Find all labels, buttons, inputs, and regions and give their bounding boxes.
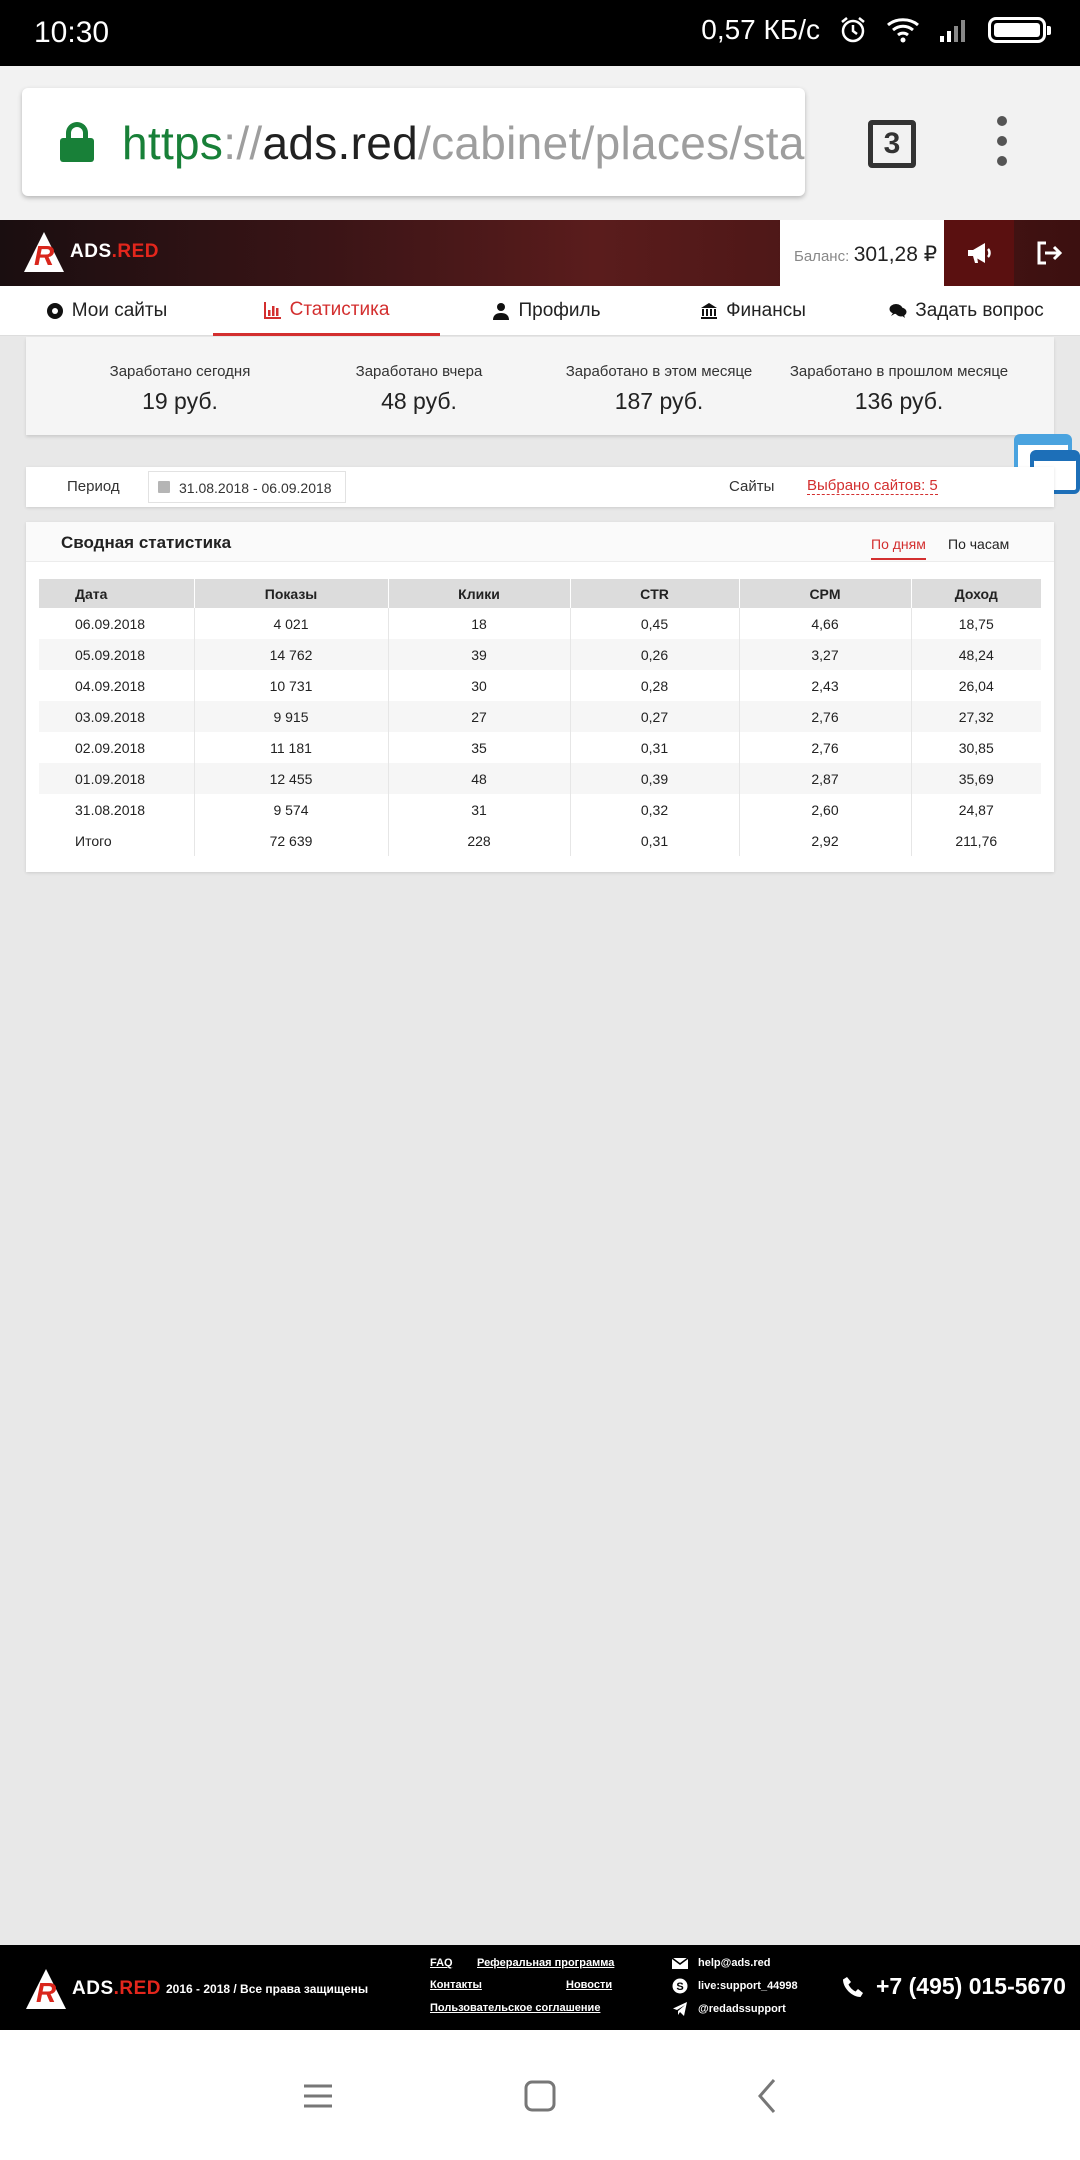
- tab-by-days[interactable]: По дням: [871, 536, 926, 560]
- skype-icon: [672, 1978, 688, 1994]
- stats-title: Сводная статистика: [61, 533, 232, 552]
- cell: 31.08.2018: [39, 794, 194, 825]
- phone-contact[interactable]: +7 (495) 015-5670: [842, 1973, 1066, 2000]
- column-header[interactable]: Показы: [194, 579, 388, 608]
- back-button[interactable]: [740, 2068, 796, 2124]
- cell: 18,75: [958, 615, 994, 632]
- cell: 9 574: [194, 794, 388, 825]
- cell: 72 639: [194, 825, 388, 856]
- cell: 0,28: [570, 670, 739, 701]
- status-icons: [701, 14, 1046, 46]
- cell: 2,92: [739, 825, 911, 856]
- cell: 3,27: [739, 639, 911, 670]
- browser-menu-icon[interactable]: [996, 116, 1008, 168]
- user-icon: [492, 302, 510, 320]
- nav-ask-question[interactable]: Задать вопрос: [853, 286, 1080, 336]
- telegram-icon: [672, 2001, 688, 2017]
- cell: 2,76: [739, 701, 911, 732]
- megaphone-icon: [965, 239, 993, 267]
- cell: 14 762: [194, 639, 388, 670]
- cell: 39: [388, 639, 570, 670]
- cell: 04.09.2018: [39, 670, 194, 701]
- cell: 0,32: [570, 794, 739, 825]
- cell: 2,87: [739, 763, 911, 794]
- column-header[interactable]: Клики: [388, 579, 570, 608]
- nav-profile[interactable]: Профиль: [440, 286, 653, 336]
- status-bar: [0, 0, 1080, 66]
- phone-icon: [842, 1976, 864, 1998]
- sites-selector[interactable]: Выбрано сайтов: 5: [807, 477, 938, 494]
- bar-chart-icon: [264, 301, 282, 319]
- cell: Итого: [39, 825, 194, 856]
- chevron-left-icon: [748, 2076, 788, 2116]
- balance-label: Баланс:: [794, 248, 850, 265]
- column-header[interactable]: Доход: [911, 579, 1041, 608]
- nav-statistics[interactable]: Статистика: [213, 286, 440, 336]
- cell: 0,26: [570, 639, 739, 670]
- cell: 35: [388, 732, 570, 763]
- logo-mark-icon: R: [26, 1967, 66, 2011]
- cell: 2,76: [739, 732, 911, 763]
- column-header[interactable]: CTR: [570, 579, 739, 608]
- logo-mark-icon: R: [24, 230, 64, 274]
- table-row: [39, 639, 1041, 670]
- cell: 48,24: [911, 639, 1041, 670]
- cell: 06.09.2018: [39, 608, 194, 639]
- column-header[interactable]: CPM: [739, 579, 911, 608]
- lock-icon[interactable]: [60, 122, 94, 162]
- table-header-row: [39, 579, 1041, 608]
- earned-today: Заработано сегодня 19 руб.: [109, 363, 251, 414]
- cell: 0,45: [570, 608, 739, 639]
- nav-my-sites[interactable]: Мои сайты: [0, 286, 213, 336]
- earned-yesterday: Заработано вчера 48 руб.: [355, 363, 483, 414]
- recent-apps-button[interactable]: [290, 2068, 346, 2124]
- cell: 27: [388, 701, 570, 732]
- email-contact[interactable]: help@ads.red: [672, 1955, 770, 1971]
- alarm-icon: [838, 15, 868, 45]
- cell: 0,27: [570, 701, 739, 732]
- filter-bar: [26, 467, 1054, 507]
- cell: 4,66: [739, 608, 911, 639]
- cell: 27,32: [911, 701, 1041, 732]
- cell: 24,87: [958, 801, 994, 818]
- cell: 12 455: [194, 763, 388, 794]
- column-header[interactable]: Дата: [39, 579, 194, 608]
- wifi-icon: [886, 16, 920, 44]
- cell: 26,04: [958, 677, 994, 694]
- skype-contact[interactable]: S live:support_44998: [672, 1978, 798, 1994]
- period-label: Период: [67, 478, 120, 495]
- faq-link[interactable]: FAQ: [430, 1957, 453, 1969]
- copyright: 2016 - 2018 / Все права защищены: [166, 1982, 369, 1996]
- cell: 18: [388, 608, 570, 639]
- cell: 211,76: [955, 832, 998, 849]
- cell: 2,60: [739, 794, 911, 825]
- browser-toolbar: [0, 66, 1080, 220]
- cell: 10 731: [194, 670, 388, 701]
- sites-label: Сайты: [729, 478, 775, 495]
- url-text[interactable]: https://ads.red/cabinet/places/sta: [122, 117, 805, 169]
- user-agreement-link[interactable]: Пользовательское соглашение: [430, 2002, 601, 2014]
- tab-by-hours[interactable]: По часам: [948, 536, 1010, 552]
- comments-icon: [889, 302, 907, 320]
- dot-circle-icon: [46, 302, 64, 320]
- announcements-button[interactable]: [944, 220, 1014, 286]
- clock: 10:30: [34, 16, 110, 49]
- cell: 11 181: [194, 732, 388, 763]
- menu-lines-icon: [298, 2076, 338, 2116]
- site-header: [0, 220, 1080, 286]
- bank-icon: [700, 302, 718, 320]
- square-icon: [520, 2076, 560, 2116]
- cell: 0,31: [570, 732, 739, 763]
- summary-stats-card: [26, 522, 1054, 872]
- cell: 31: [388, 794, 570, 825]
- table-row: [39, 794, 1041, 825]
- earnings-summary: [26, 337, 1054, 435]
- cell: 30,85: [958, 739, 994, 756]
- cell: 0,39: [570, 763, 739, 794]
- news-link[interactable]: Новости: [566, 1979, 613, 1991]
- system-nav-bar: [0, 2030, 1080, 2160]
- table-row: [39, 701, 1041, 732]
- cell: 05.09.2018: [39, 639, 194, 670]
- site-footer: [0, 1945, 1080, 2030]
- logout-icon: [1035, 239, 1063, 267]
- stats-card-header: [26, 522, 1054, 562]
- envelope-icon: [672, 1955, 688, 1971]
- table-row: [39, 763, 1041, 794]
- table-total-row: [39, 825, 1041, 856]
- cell: 228: [388, 825, 570, 856]
- cell: 2,43: [739, 670, 911, 701]
- cell: 9 915: [194, 701, 388, 732]
- tab-switcher-button[interactable]: 3: [868, 120, 916, 168]
- table-row: [39, 732, 1041, 763]
- cell: 01.09.2018: [39, 763, 194, 794]
- earned-this-month: Заработано в этом месяце 187 руб.: [565, 363, 753, 414]
- earned-last-month: Заработано в прошлом месяце 136 руб.: [789, 363, 1009, 414]
- cell: 48: [388, 763, 570, 794]
- signal-icon: [938, 16, 970, 44]
- table-row: [39, 608, 1041, 639]
- cell: 0,31: [570, 825, 739, 856]
- cell: 03.09.2018: [39, 701, 194, 732]
- cell: 02.09.2018: [39, 732, 194, 763]
- period-date-picker[interactable]: 31.08.2018 - 06.09.2018: [148, 471, 346, 503]
- cell: 30: [388, 670, 570, 701]
- home-button[interactable]: [512, 2068, 568, 2124]
- site-logo[interactable]: R ADS.RED: [24, 230, 159, 274]
- battery-icon: [988, 17, 1046, 43]
- svg-text:S: S: [676, 1981, 684, 1993]
- main-nav: [0, 286, 1080, 336]
- balance-box: [780, 220, 944, 286]
- logout-button[interactable]: [1014, 220, 1080, 286]
- nav-finances[interactable]: Финансы: [653, 286, 853, 336]
- network-speed: 0,57 КБ/с: [701, 14, 820, 45]
- stats-table: [39, 579, 1041, 856]
- table-row: [39, 670, 1041, 701]
- cell: 35,69: [911, 763, 1041, 794]
- cell: 4 021: [194, 608, 388, 639]
- address-bar[interactable]: [22, 88, 805, 196]
- contacts-link[interactable]: Контакты: [430, 1979, 482, 1991]
- telegram-contact[interactable]: @redadssupport: [672, 2001, 786, 2017]
- calendar-icon: [158, 481, 170, 493]
- balance-value: 301,28 ₽: [853, 243, 938, 266]
- footer-logo[interactable]: R ADS.RED: [26, 1967, 161, 2011]
- referral-link[interactable]: Реферальная программа: [477, 1957, 615, 1969]
